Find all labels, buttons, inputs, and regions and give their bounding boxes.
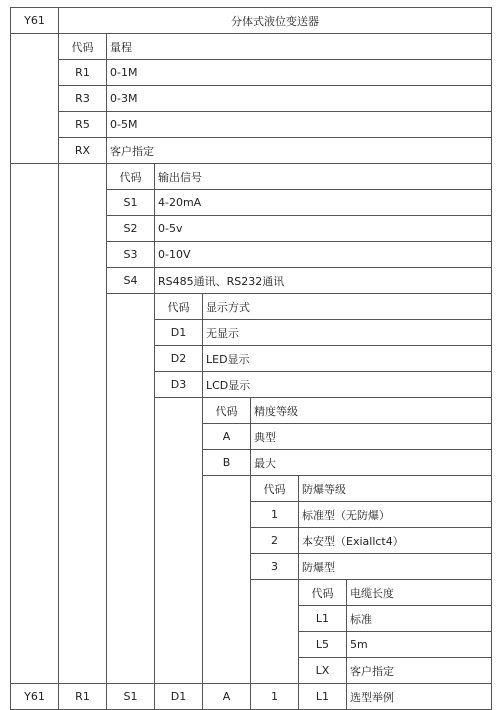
output-label-header: 输出信号 (155, 164, 492, 190)
output-code: S1 (107, 190, 155, 216)
output-label: 4-20mA (155, 190, 492, 216)
range-row (11, 60, 492, 86)
output-code: S3 (107, 242, 155, 268)
explosion-code: 2 (251, 528, 299, 554)
example-code: S1 (107, 684, 155, 710)
range-label-header: 量程 (107, 34, 492, 60)
accuracy-label-header: 精度等级 (251, 398, 492, 424)
accuracy-code: A (203, 424, 251, 450)
display-code-header: 代码 (155, 294, 203, 320)
example-code: D1 (155, 684, 203, 710)
range-code: R1 (59, 60, 107, 86)
display-label: LED显示 (203, 346, 492, 372)
cable-label: 标准 (347, 606, 492, 632)
accuracy-label: 典型 (251, 424, 492, 450)
range-code: R5 (59, 112, 107, 138)
display-code: D2 (155, 346, 203, 372)
cable-label: 客户指定 (347, 658, 492, 684)
range-row (11, 86, 492, 112)
range-code-header: 代码 (59, 34, 107, 60)
spacer-cell (155, 398, 203, 684)
cable-code: L5 (299, 632, 347, 658)
example-row (11, 684, 492, 710)
range-code: R3 (59, 86, 107, 112)
spacer-cell (11, 34, 59, 164)
cable-label-header: 电缆长度 (347, 580, 492, 606)
display-label: 无显示 (203, 320, 492, 346)
spacer-cell (203, 476, 251, 684)
cable-code: LX (299, 658, 347, 684)
spacer-cell (11, 164, 59, 684)
product-title: 分体式液位变送器 (59, 8, 492, 34)
output-header-row (11, 164, 492, 190)
explosion-label: 本安型（Exiallct4） (299, 528, 492, 554)
range-label: 0-1M (107, 60, 492, 86)
cable-label: 5m (347, 632, 492, 658)
output-label: 0-10V (155, 242, 492, 268)
spacer-cell (251, 580, 299, 684)
header-row (11, 8, 492, 34)
output-label: RS485通讯、RS232通讯 (155, 268, 492, 294)
cable-code: L1 (299, 606, 347, 632)
explosion-label: 防爆型 (299, 554, 492, 580)
display-label-header: 显示方式 (203, 294, 492, 320)
range-code: RX (59, 138, 107, 164)
example-code: 1 (251, 684, 299, 710)
explosion-code: 1 (251, 502, 299, 528)
example-code: A (203, 684, 251, 710)
output-code: S4 (107, 268, 155, 294)
accuracy-label: 最大 (251, 450, 492, 476)
range-row (11, 112, 492, 138)
output-label: 0-5v (155, 216, 492, 242)
accuracy-code: B (203, 450, 251, 476)
explosion-code-header: 代码 (251, 476, 299, 502)
range-label: 0-3M (107, 86, 492, 112)
explosion-label: 标准型（无防爆） (299, 502, 492, 528)
example-code: L1 (299, 684, 347, 710)
selection-table (10, 7, 492, 710)
spacer-cell (59, 164, 107, 684)
model-code: Y61 (11, 8, 59, 34)
display-code: D3 (155, 372, 203, 398)
range-label: 客户指定 (107, 138, 492, 164)
output-code-header: 代码 (107, 164, 155, 190)
example-code: R1 (59, 684, 107, 710)
example-label: 选型举例 (347, 684, 492, 710)
display-code: D1 (155, 320, 203, 346)
range-header-row (11, 34, 492, 60)
output-code: S2 (107, 216, 155, 242)
display-label: LCD显示 (203, 372, 492, 398)
range-label: 0-5M (107, 112, 492, 138)
explosion-code: 3 (251, 554, 299, 580)
explosion-label-header: 防爆等级 (299, 476, 492, 502)
spacer-cell (107, 294, 155, 684)
example-code: Y61 (11, 684, 59, 710)
range-row (11, 138, 492, 164)
cable-code-header: 代码 (299, 580, 347, 606)
accuracy-code-header: 代码 (203, 398, 251, 424)
